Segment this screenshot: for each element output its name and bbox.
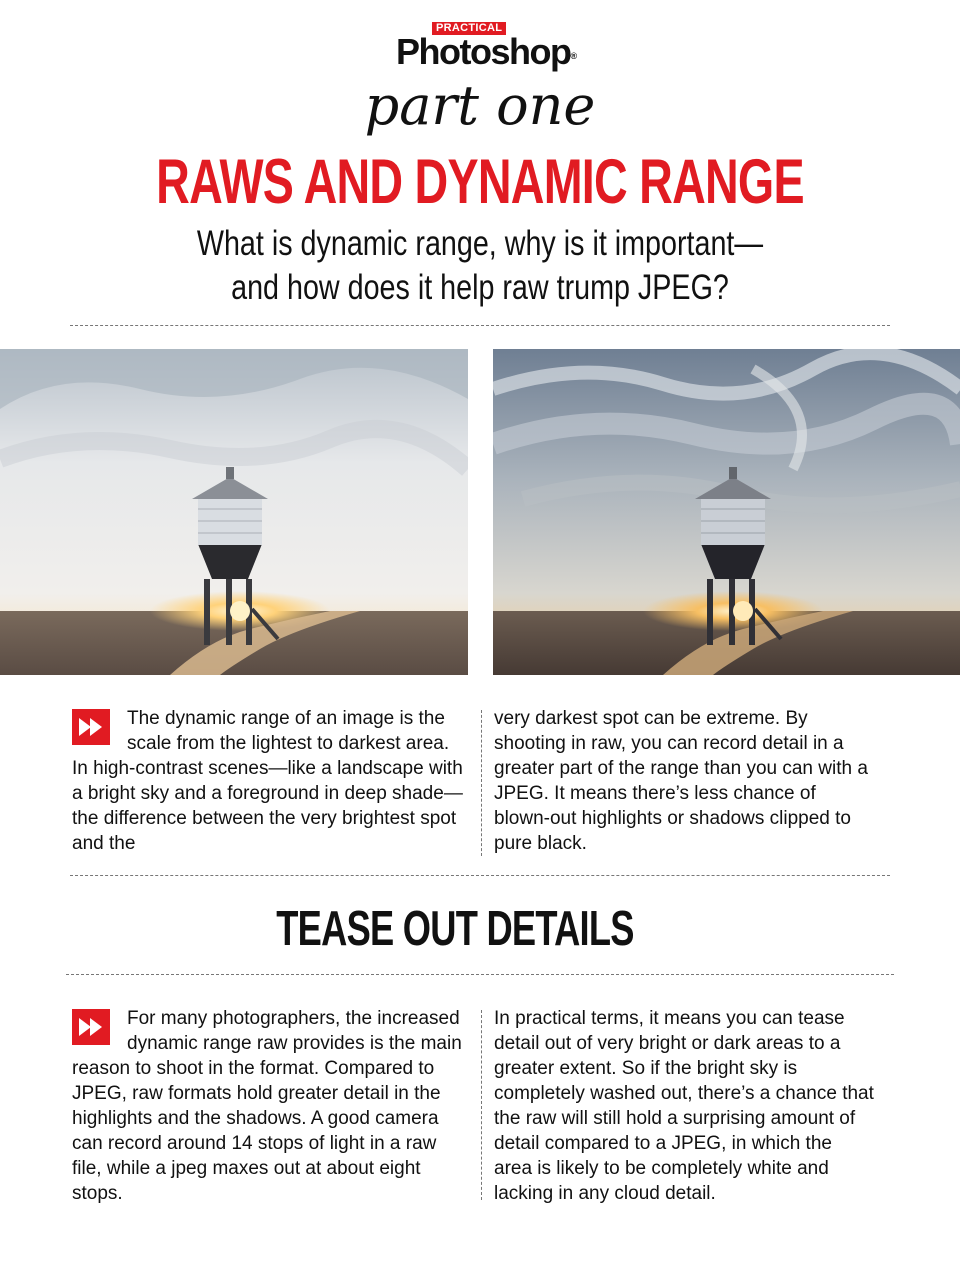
divider-lower [66, 974, 894, 975]
column-divider-1 [481, 710, 482, 856]
kicker-text: part one [364, 74, 596, 137]
kicker-part-one [330, 72, 630, 152]
section1-paragraph-2: very darkest spot can be extreme. By shooting in raw, you can record detail in a greater part of the range than you can with a JPEG. It means there’s less chance of blown-out highlights or shadows clipped to pure black. [494, 708, 868, 854]
subheading [86, 222, 873, 310]
section2-column-1 [72, 1006, 467, 1206]
section1-column-1 [72, 706, 467, 856]
section1-paragraph-1: The dynamic range of an image is the scale from the lightest to darkest area. In high-contrast scenes—like a landscape with a bright sky and a foreground in deep shade—the difference between the very brightest spot and the [72, 708, 463, 854]
fast-forward-icon [72, 709, 110, 745]
divider-middle [70, 875, 890, 876]
fast-forward-icon [72, 1009, 110, 1045]
photo-raw-graphic [493, 349, 960, 675]
section2-paragraph-2: In practical terms, it means you can tease detail out of very bright or dark areas to a greater extent. So if the bright sky is completely washed out, there’s a chance that the raw will still hold a surprising amount of detail compared to a JPEG, in which the area is likely to be completely white and lacking in any cloud detail. [494, 1008, 874, 1204]
section1-column-2 [494, 706, 874, 856]
masthead-name-text: Photoshop [396, 31, 571, 72]
photo-jpeg-lighthouse [0, 349, 468, 675]
column-divider-2 [481, 1010, 482, 1200]
section2-heading: TEASE OUT DETAILS [276, 902, 634, 956]
divider-top [70, 325, 890, 326]
subheading-line-2: and how does it help raw trump JPEG? [231, 268, 729, 307]
page-title: RAWS AND DYNAMIC RANGE [156, 147, 804, 217]
photo-jpeg-graphic [0, 349, 468, 675]
masthead-logo [390, 18, 580, 70]
masthead-mark: ® [570, 51, 578, 61]
photo-raw-lighthouse [493, 349, 960, 675]
subheading-line-1: What is dynamic range, why is it important— [196, 224, 764, 263]
masthead-small-label: PRACTICAL [432, 22, 506, 35]
section2-paragraph-1: For many photographers, the increased dynamic range raw provides is the main reason to shoot in the format. Compared to JPEG, raw formats hold greater detail in the highlights and the shadows. A good camera can record around 14 stops of light in a raw file, while a jpeg maxes out at about eight stops. [72, 1008, 462, 1204]
masthead-name [396, 32, 577, 72]
section2-column-2 [494, 1006, 874, 1206]
